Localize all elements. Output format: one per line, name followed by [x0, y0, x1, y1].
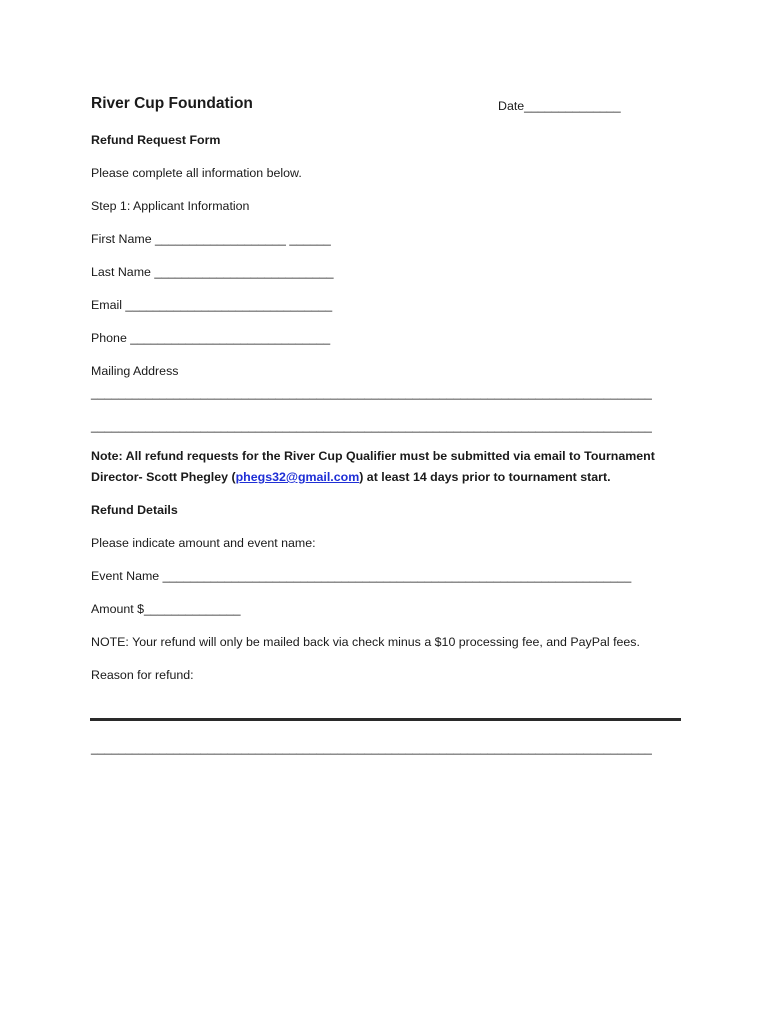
note-line-2: [91, 469, 611, 485]
first-name-field: First Name ___________________ ______: [91, 232, 331, 246]
step1-heading: Step 1: Applicant Information: [91, 199, 250, 213]
reason-line: __________________________________________________________________________________: [91, 741, 652, 755]
note-line-1: Note: All refund requests for the River Cup Qualifier must be submitted via email to Tournament: [91, 449, 655, 463]
last-name-field: Last Name __________________________: [91, 265, 334, 279]
horizontal-rule: [90, 718, 681, 721]
date-field: Date______________: [498, 99, 621, 113]
fee-note: NOTE: Your refund will only be mailed back via check minus a $10 processing fee, and PayPal fees.: [91, 635, 640, 649]
organization-title: River Cup Foundation: [91, 95, 253, 112]
note-suffix: ) at least 14 days prior to tournament start.: [359, 470, 611, 484]
email-field: Email ______________________________: [91, 298, 333, 312]
address-line-1: __________________________________________________________________________________: [91, 386, 652, 400]
form-intro: Please complete all information below.: [91, 166, 302, 180]
note-prefix: Director- Scott Phegley (: [91, 470, 236, 484]
amount-field: Amount $______________: [91, 602, 241, 616]
mailing-address-label: Mailing Address: [91, 364, 179, 378]
phone-field: Phone _____________________________: [91, 331, 331, 345]
refund-instruction: Please indicate amount and event name:: [91, 536, 316, 550]
reason-label: Reason for refund:: [91, 668, 194, 682]
email-link[interactable]: phegs32@gmail.com: [235, 470, 360, 484]
form-title: Refund Request Form: [91, 133, 221, 147]
refund-details-heading: Refund Details: [91, 503, 178, 517]
event-name-field: Event Name ____________________________________________________________________: [91, 569, 632, 583]
address-line-2: __________________________________________________________________________________: [91, 419, 652, 433]
